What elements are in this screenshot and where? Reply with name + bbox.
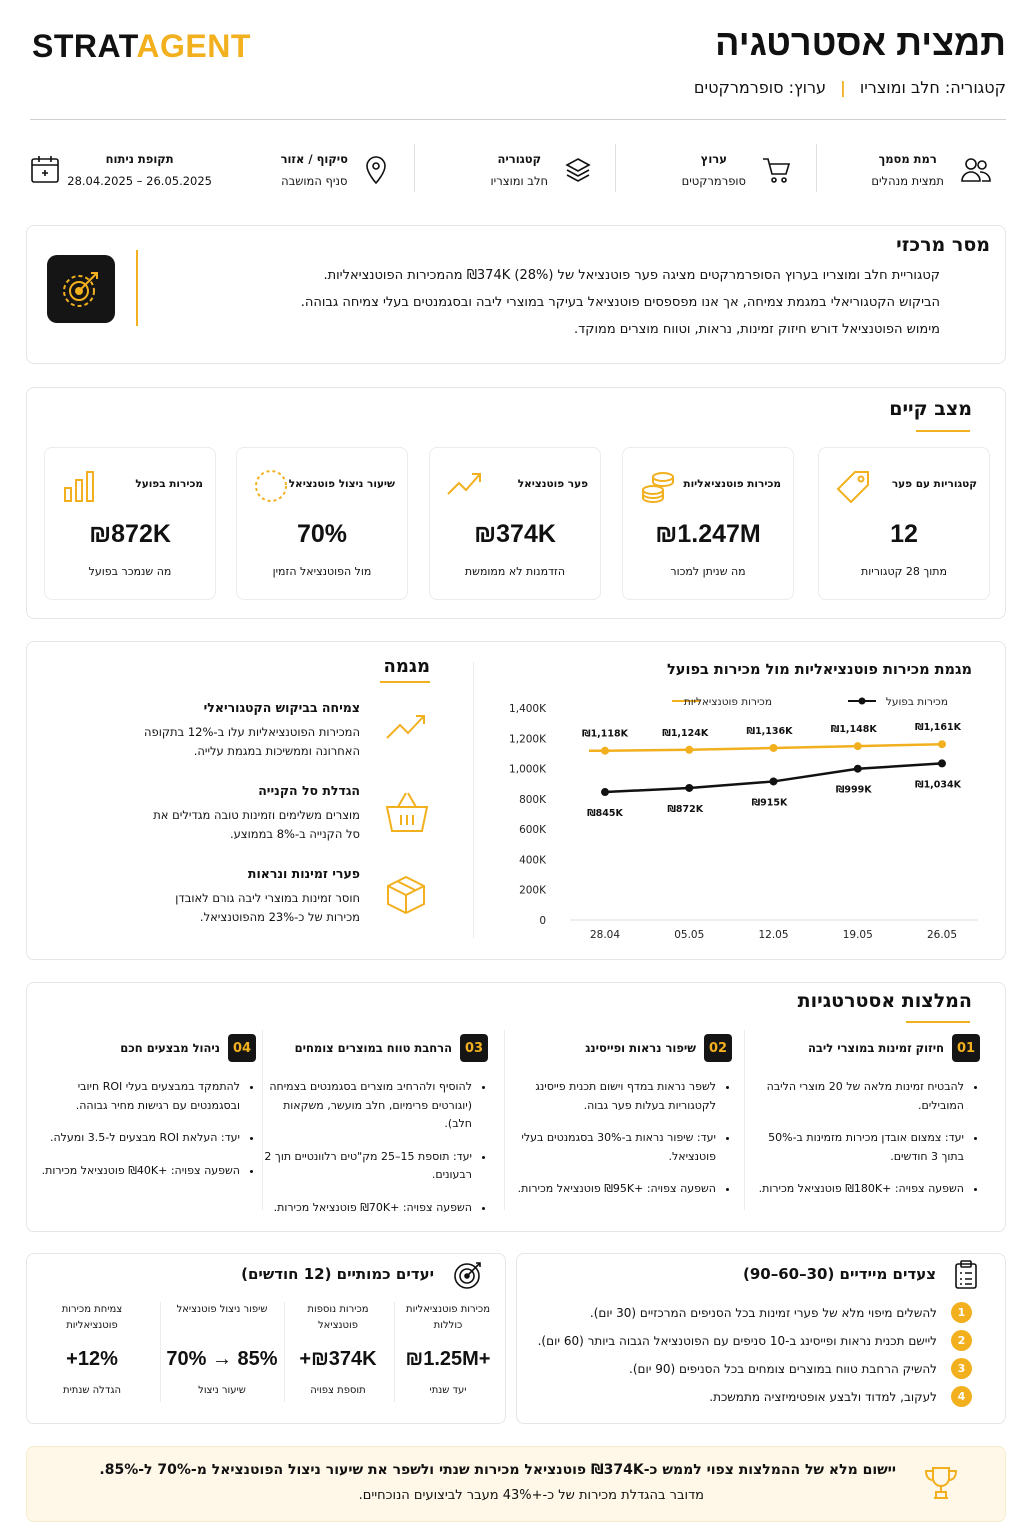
y-tick-label: 200K [519,884,546,897]
x-tick-label: 28.04 [589,929,621,941]
info-category [491,146,592,194]
kpi-label: מכירות פוטנציאליות [683,478,781,490]
step-item [538,1330,972,1351]
data-point [601,747,609,755]
rec-bullet: • להוסיף ולהרחיב מוצרים בסגמנטים בצמיחה (יוגורטים פרימיום, חלב מועשר, משקאות חלב). [262,1078,472,1134]
kpi-card [236,447,408,600]
data-label: ₪999K [835,784,872,796]
step-item [590,1302,972,1323]
goal-sub: יעד שנתי [429,1385,467,1396]
line-chart [490,688,990,948]
category-label: קטגוריה: חלב ומוצריו [859,78,1006,97]
rec-bullet: • השפעה צפויה: +₪180K פוטנציאל מכירות. [754,1180,964,1199]
divider [744,1030,745,1210]
data-label: ₪872K [667,803,704,815]
divider [504,1030,505,1210]
cart-icon [762,156,792,184]
data-point [601,788,609,796]
goal-value: 70% → 85% [166,1348,278,1370]
data-label: ₪1,034K [914,779,962,791]
step-text: להשיק הרחבת טווח במוצרים צומחים בכל הסניפים (90 יום). [629,1361,937,1376]
y-tick-label: 800K [519,793,546,806]
kpi-sub: מה שנמכר בפועל [88,565,172,578]
recommendations-title: המלצות אסטרטגיות [797,990,972,1012]
rec-title: חיזוק זמינות במוצרי ליבה [807,1041,944,1055]
recommendation [754,1034,980,1213]
goal-sub: שיעור ניצול [198,1385,246,1396]
data-point [854,742,862,750]
central-message-line: מימוש הפוטנציאל דורש חיזוק זמינות, נראות, וטווח מוצרים ממוקד. [574,322,940,337]
data-label: ₪915K [751,797,788,809]
info-label: ערוץ [700,152,727,166]
y-tick-label: 600K [519,824,546,837]
divider [284,1302,285,1402]
progress-circle-icon [253,468,289,508]
data-label: ₪1,124K [662,727,709,739]
step-number: 4 [951,1386,972,1407]
info-region [281,146,388,194]
y-tick-label: 0 [539,915,546,927]
trend-item [140,866,360,927]
rec-bullet: • יעד: העלאת ROI מבצעים ל-3.5 ומעלה. [30,1129,240,1148]
users-icon [960,155,992,185]
info-value: תמצית מנהלים [871,174,944,188]
title-underline [906,1021,970,1023]
next-steps-title: צעדים מיידיים (30–60–90) [742,1265,936,1283]
goal-item [44,1302,140,1396]
trend-up-icon [384,710,428,746]
rec-bullet: • השפעה צפויה: +₪40K פוטנציאל מכירות. [30,1162,240,1181]
divider [262,1030,263,1210]
banner-line2: מדובר בהגדלת מכירות של כ-+43% מעבר לביצועים הנוכחיים. [358,1488,704,1503]
kpi-sub: מה שניתן למכור [670,565,746,578]
kpi-card [429,447,601,600]
kpi-sub: מתוך 28 קטגוריות [861,565,947,578]
rec-bullet: • להתמקד במבצעים בעלי ROI חיובי ובסגמנטים עם רגישות מחיר גבוהה. [30,1078,240,1115]
box-icon [384,874,428,920]
trend-up-icon [446,468,484,502]
kpi-value: ₪1.247M [655,520,761,548]
central-message-line: הביקוש הקטגוריאלי במגמת צמיחה, אך אנו מפספסים פוטנציאל בעיקר במוצרי ליבה ובסגמנטים בעלי צמיחה גבוהה. [300,295,940,310]
kpi-sub: הזדמנות לא ממומשת [464,565,566,578]
title-underline [916,430,970,432]
goal-label: מכירות פוטנציאליות כוללות [406,1304,490,1331]
step-number: 1 [951,1302,972,1323]
trophy-icon [922,1464,960,1506]
rec-title: ניהול מבצעים חכם [120,1041,220,1055]
info-doc-level [871,146,992,194]
data-point [938,740,946,748]
rec-bullet: • להבטיח זמינות מלאה של 20 מוצרי הליבה המובילים. [754,1078,964,1115]
rec-bullet: • השפעה צפויה: +₪95K פוטנציאל מכירות. [506,1180,716,1199]
info-value: 28.04.2025 – 26.05.2025 [67,174,212,188]
trend-item-title: הגדלת סל הקנייה [258,783,360,798]
legend-marker [859,698,866,705]
kpi-label: שיעור ניצול פוטנציאל [288,478,395,490]
layers-icon [564,156,592,184]
rec-bullet: • יעד: תוספת 15–25 מק"טים רלוונטיים תוך 2 רבעונים. [262,1148,472,1185]
info-label: סיקוף / אזור [280,152,348,166]
goal-sub: הגדלה שנתית [63,1385,121,1396]
current-state-title: מצב קיים [889,398,972,420]
rec-bullet: • השפעה צפויה: +₪70K פוטנציאל מכירות. [262,1199,472,1218]
channel-label: ערוץ: סופרמרקטים [693,78,826,97]
basket-icon [384,790,430,838]
x-tick-label: 19.05 [842,929,873,941]
tag-icon [835,468,873,510]
kpi-label: מכירות בפועל [135,478,203,490]
step-number: 2 [951,1330,972,1351]
rec-title: הרחבת טווח במוצרים צומחים [294,1041,452,1055]
clipboard-icon [954,1260,978,1294]
data-point [938,759,946,767]
step-item [709,1386,972,1407]
info-label: רמת מסמך [878,152,937,166]
logo [32,28,251,65]
logo-part2: AGENT [136,28,251,64]
goal-sub: תוספת צפויה [310,1385,366,1396]
y-tick-label: 400K [519,854,546,867]
divider [30,119,1006,120]
rec-bullet: • יעד: שיפור נראות ב-30% בסגמנטים בעלי פוטנציאל. [506,1129,716,1166]
goal-item [166,1302,278,1396]
goal-item [400,1302,496,1396]
kpi-card [622,447,794,600]
step-item [629,1358,972,1379]
rec-number: 01 [952,1034,980,1062]
recommendation [262,1034,488,1231]
bar-chart-icon [61,468,97,508]
step-text: לעקוב, למדוד ולבצע אופטימיזציה מתמשכת. [709,1389,937,1404]
kpi-sub: מול הפוטנציאל הזמין [272,565,372,578]
y-tick-label: 1,400K [509,703,546,715]
kpi-value: ₪374K [474,520,556,548]
kpi-value: 70% [296,520,348,548]
kpi-label: פער פוטנציאל [517,478,588,490]
recommendation [30,1034,256,1194]
info-value: סניף המושבה [281,174,348,188]
trend-title: מגמה [383,656,430,677]
y-tick-label: 1,000K [509,763,546,776]
data-label: ₪1,136K [746,725,793,737]
info-period [67,146,212,194]
rec-number: 04 [228,1034,256,1062]
data-label: ₪1,148K [830,724,877,736]
target-icon [47,255,115,323]
trend-item-title: צמיחה בביקוש הקטגוריאלי [203,700,360,715]
goal-value: +₪374K [299,1348,377,1370]
central-message-title: מסר מרכזי [896,234,990,256]
rec-bullet: • לשפר נראות במדף וישום תכנית פייסינג לקטגוריות בעלות פער גבוה. [506,1078,716,1115]
goal-value: ₪1.25M+ [405,1348,491,1370]
separator: | [840,78,846,97]
trend-item [140,783,360,844]
data-point [854,765,862,773]
data-label: ₪1,118K [581,728,629,740]
central-message-line: קטגוריית חלב ומוצריו בערוץ הסופרמרקטים מציגה פער פוטנציאל של ₪374K (28%) מהמכירות הפוטנציאליות. [323,268,940,283]
title-underline [380,681,430,683]
x-tick-label: 26.05 [926,929,958,941]
rec-number: 02 [704,1034,732,1062]
trend-item-body: המכירות הפוטנציאליות עלו ב-12% בתקופה האחרונה וממשיכות במגמת עלייה. [144,725,360,758]
coins-icon [639,468,677,510]
legend-label: מכירות פוטנציאליות [683,696,772,708]
x-tick-label: 05.05 [674,929,705,941]
step-number: 3 [951,1358,972,1379]
kpi-card [818,447,990,600]
goal-label: מכירות נוספות פוטנציאל [307,1304,369,1331]
divider [394,1302,395,1402]
goal-label: שיפור ניצול פוטנציאל [176,1304,268,1315]
logo-part1: STRAT [32,28,137,64]
target-icon [452,1259,484,1295]
data-point [770,777,778,785]
series-line [589,744,942,751]
goal-value: +12% [66,1348,118,1370]
trend-item-body: מוצרים משלימים וזמינות טובה מגדילים את סל הקנייה ב-8% בממוצע. [153,808,360,841]
data-point [685,746,693,754]
rec-number: 03 [460,1034,488,1062]
chart-title: מגמת מכירות פוטנציאליות מול מכירות בפועל [667,662,972,678]
info-channel [682,146,792,194]
accent-bar [136,250,138,326]
page-subtitle [694,78,1006,97]
x-tick-label: 12.05 [758,929,789,941]
rec-title: שיפור נראות ופייסינג [585,1041,696,1055]
y-tick-label: 1,200K [509,733,546,746]
calendar-icon [30,154,60,184]
kpi-value: ₪872K [89,520,171,548]
map-pin-icon [364,155,388,185]
recommendation [506,1034,732,1213]
info-value: חלב ומוצריו [490,174,548,188]
quant-goals-title: יעדים כמותיים (12 חודשים) [241,1265,434,1283]
info-label: תקופת ניתוח [105,152,174,166]
page-title: תמצית אסטרטגיה [715,22,1006,63]
summary-banner [26,1446,1006,1522]
info-label: קטגוריה [497,152,542,166]
data-point [770,744,778,752]
trend-item [140,700,360,761]
trend-item-body: חוסר זמינות במוצרי ליבה גורם לאובדן מכירות של כ-23% מהפוטנציאל. [175,891,360,924]
step-text: ליישם תכנית נראות ופייסינג ב-10 סניפים עם הפוטנציאל הגבוה ביותר (60 יום). [537,1333,937,1348]
rec-bullet: • יעד: צמצום אובדן מכירות מזמינות ב-50% בתוך 3 חודשים. [754,1129,964,1166]
info-value: סופרמרקטים [681,174,746,188]
trend-item-title: פערי זמינות ונראות [247,866,360,881]
goal-label: צמיחת מכירות פוטנציאליות [61,1304,123,1331]
banner-line1: יישום מלא של ההמלצות צפוי לממש כ-₪374K פוטנציאל מכירות שנתי ולשפר את שיעור ניצול הפוטנציאל מ-70% ל-85%. [99,1462,896,1478]
divider [816,144,817,192]
legend-label: מכירות בפועל [885,696,948,708]
divider [160,1302,161,1402]
step-text: להשלים מיפוי מלא של פערי זמינות בכל הסניפים המרכזיים (30 יום). [589,1305,937,1320]
kpi-value: 12 [890,520,918,548]
kpi-card [44,447,216,600]
divider [473,662,474,938]
data-label: ₪1,161K [914,722,962,734]
divider [615,144,616,192]
data-point [685,784,693,792]
data-label: ₪845K [587,808,623,820]
kpi-label: קטגוריות עם פער [891,478,977,490]
divider [414,144,415,192]
goal-item [290,1302,386,1396]
